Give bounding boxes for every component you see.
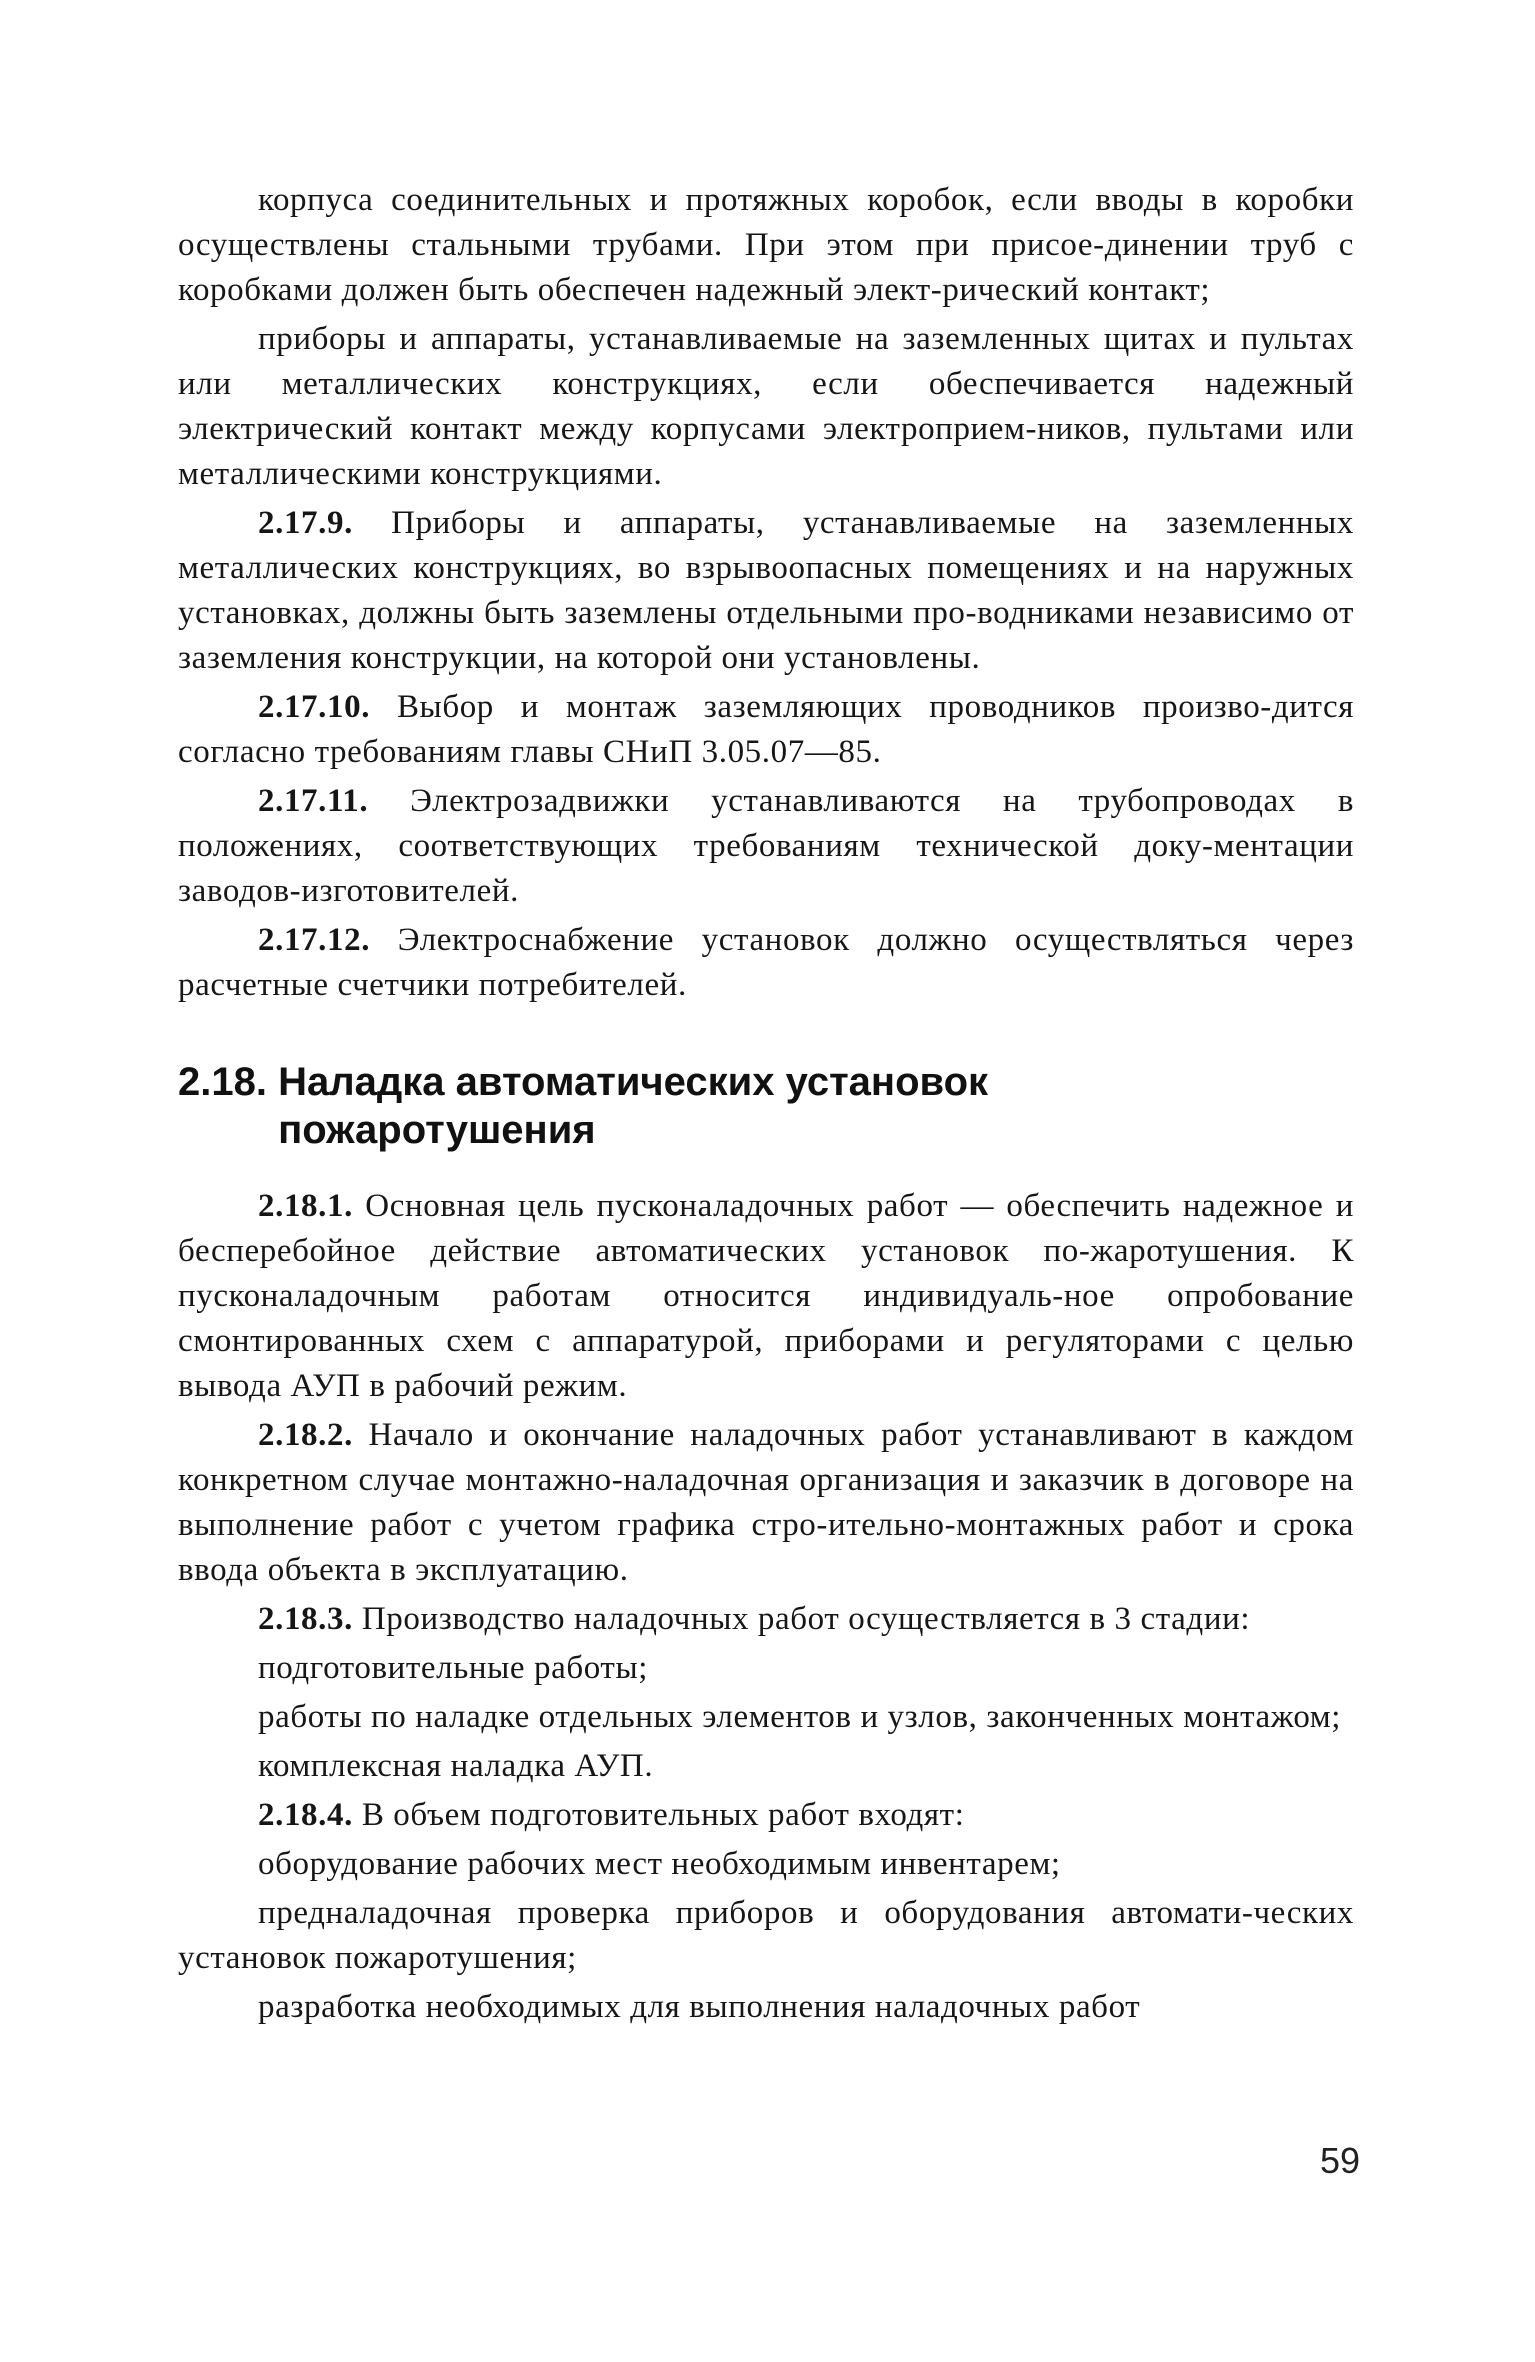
paragraph-devices-grounding: приборы и аппараты, устанавливаемые на заземленных щитах и пультах или металлических конструкциях, если обеспечивается надежный электрический контакт между корпусами электроприем-ников, пультами или металлическими конструкциями.	[178, 321, 1354, 492]
clause-2-18-3	[178, 1597, 1354, 1642]
section-heading	[178, 1058, 1354, 1154]
clause-2-18-2	[178, 1413, 1354, 1593]
stage-item: работы по наладке отдельных элементов и узлов, законченных монтажом;	[258, 1699, 1342, 1735]
clause-number: 2.18.4.	[258, 1797, 353, 1833]
clause-number: 2.17.12.	[258, 922, 371, 958]
clause-text: Приборы и аппараты, устанавливаемые на заземленных металлических конструкциях, во взрывоопасных помещениях и на наружных установках, должны быть заземлены отдельными про-водниками независимо от заземления конструкции, на которой они установлены.	[178, 505, 1354, 676]
clause-2-17-11	[178, 779, 1354, 914]
page-body	[178, 178, 1354, 2034]
clause-text: Производство наладочных работ осуществляется в 3 стадии:	[361, 1601, 1251, 1637]
section-number: 2.18.	[178, 1060, 267, 1104]
clause-number: 2.17.10.	[258, 689, 371, 725]
clause-2-17-10	[178, 685, 1354, 775]
stage-item: комплексная наладка АУП.	[258, 1748, 654, 1784]
clause-text: Электроснабжение установок должно осуществляться через расчетные счетчики потребителей.	[178, 922, 1354, 1003]
clause-text: В объем подготовительных работ входят:	[361, 1797, 965, 1833]
section-title: Наладка автоматических установок пожаротушения	[278, 1060, 989, 1152]
clause-number: 2.18.3.	[258, 1601, 353, 1637]
page-number: 59	[1319, 2140, 1360, 2181]
clause-2-18-4	[178, 1793, 1354, 1838]
clause-2-17-12	[178, 918, 1354, 1008]
clause-text: Выбор и монтаж заземляющих проводников произво-дится согласно требованиям главы СНиП 3.05.07—85.	[178, 689, 1354, 770]
prep-item: разработка необходимых для выполнения наладочных работ	[258, 1989, 1141, 2025]
clause-number: 2.17.11.	[258, 783, 369, 819]
stage-item: подготовительные работы;	[258, 1650, 648, 1686]
paragraph-box-grounding: корпуса соединительных и протяжных коробок, если вводы в коробки осуществлены стальными трубами. При этом при присое-динении труб с коробками должен быть обеспечен надежный элект-рический контакт;	[178, 182, 1354, 308]
clause-number: 2.18.2.	[258, 1417, 353, 1453]
prep-item: предналадочная проверка приборов и оборудования автомати-ческих установок пожаротушения;	[178, 1895, 1354, 1976]
prep-item: оборудование рабочих мест необходимым инвентарем;	[258, 1846, 1061, 1882]
clause-2-18-1	[178, 1184, 1354, 1409]
clause-text: Основная цель пусконаладочных работ — обеспечить надежное и бесперебойное действие автоматических установок по-жаротушения. К пусконаладочным работам относится индивидуаль-ное опробование смонтированных схем с аппаратурой, приборами и регуляторами с целью вывода АУП в рабочий режим.	[178, 1188, 1354, 1404]
clause-number: 2.18.1.	[258, 1188, 353, 1224]
clause-text: Начало и окончание наладочных работ устанавливают в каждом конкретном случае монтажно-наладочная организация и заказчик в договоре на выполнение работ с учетом графика стро-ительно-монтажных работ и срока ввода объекта в эксплуатацию.	[178, 1417, 1354, 1588]
clause-text: Электрозадвижки устанавливаются на трубопроводах в положениях, соответствующих требованиям технической доку-ментации заводов-изготовителей.	[178, 783, 1354, 909]
clause-2-17-9	[178, 501, 1354, 681]
clause-number: 2.17.9.	[258, 505, 353, 541]
